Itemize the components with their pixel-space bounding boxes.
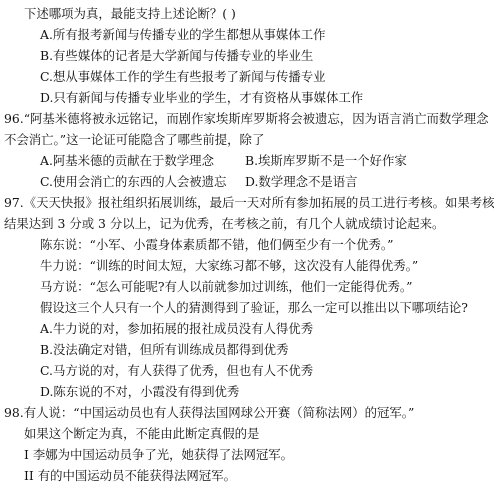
q96-option-d: D.数学理念不是语言 (245, 174, 358, 189)
q98-item-2: II 有的中国运动员不能获得法网冠军。 (24, 468, 236, 483)
q97-stem-line-2: 结果达到 3 分或 3 分以上，记为优秀，在考核之前，有几个人就成绩讨论起来。 (4, 216, 445, 231)
q95-option-b: B.有些媒体的记者是大学新闻与传播专业的毕业生 (40, 48, 314, 63)
q96-options-row-2 (4, 171, 499, 192)
q97-option-a: A.牛力说的对，参加拓展的报社成员没有人得优秀 (40, 321, 314, 336)
q97-option-c: C.马方说的对，有人获得了优秀，但也有人不优秀 (40, 363, 314, 378)
q97-option-b: B.没法确定对错，但所有训练成员都得到优秀 (40, 342, 289, 357)
q98-question: 如果这个断定为真，不能由此断定真假的是 (24, 426, 260, 441)
q98-item-1: I 李娜为中国运动员争了光，她获得了法网冠军。 (24, 447, 294, 462)
q95-option-d: D.只有新闻与传播专业毕业的学生，才有资格从事媒体工作 (40, 90, 364, 105)
question-95 (4, 3, 499, 108)
q97-dialog-ma: 马方说：“怎么可能呢?有人以前就参加过训练，他们一定能得优秀。” (40, 279, 413, 294)
q96-options-row-1 (4, 150, 499, 171)
question-96 (4, 108, 499, 192)
q96-stem-line-1: 96.“阿基米德将被永远铭记，而剧作家埃斯库罗斯将会被遗忘，因为语言消亡而数学理念 (4, 111, 489, 126)
q95-option-c: C.想从事媒体工作的学生有些报考了新闻与传播专业 (40, 69, 326, 84)
question-98 (4, 402, 499, 486)
question-97 (4, 192, 499, 402)
q95-option-a: A.所有报考新闻与传播专业的学生都想从事媒体工作 (40, 27, 326, 42)
q98-stem: 98.有人说：“中国运动员也有人获得法国网球公开赛（简称法网）的冠军。” (4, 405, 415, 420)
q97-option-d: D.陈东说的不对，小霞没有得到优秀 (40, 384, 240, 399)
q96-option-a: A.阿基米德的贡献在于数学理念 (40, 153, 214, 168)
q97-dialog-niu: 牛力说：“训练的时间太短，大家练习都不够，这次没有人能得优秀。” (40, 258, 419, 273)
q95-stem: 下述哪项为真，最能支持上述论断？( ) (24, 6, 236, 21)
q97-stem-line-1: 97.《天天快报》报社组织拓展训练，最后一天对所有参加拓展的员工进行考核。如果考核 (4, 195, 495, 210)
q97-question: 假设这三个人只有一个人的猜测得到了验证，那么一定可以推出以下哪项结论? (40, 300, 468, 315)
q96-stem-line-2: 不会消亡。”这一论证可能隐含了哪些前提，除了 (4, 132, 265, 147)
q96-option-c: C.使用会消亡的东西的人会被遗忘 (40, 174, 227, 189)
q96-option-b: B.埃斯库罗斯不是一个好作家 (245, 153, 407, 168)
q97-dialog-chen: 陈东说：“小军、小霞身体素质都不错，他们俩至少有一个优秀。” (40, 237, 394, 252)
